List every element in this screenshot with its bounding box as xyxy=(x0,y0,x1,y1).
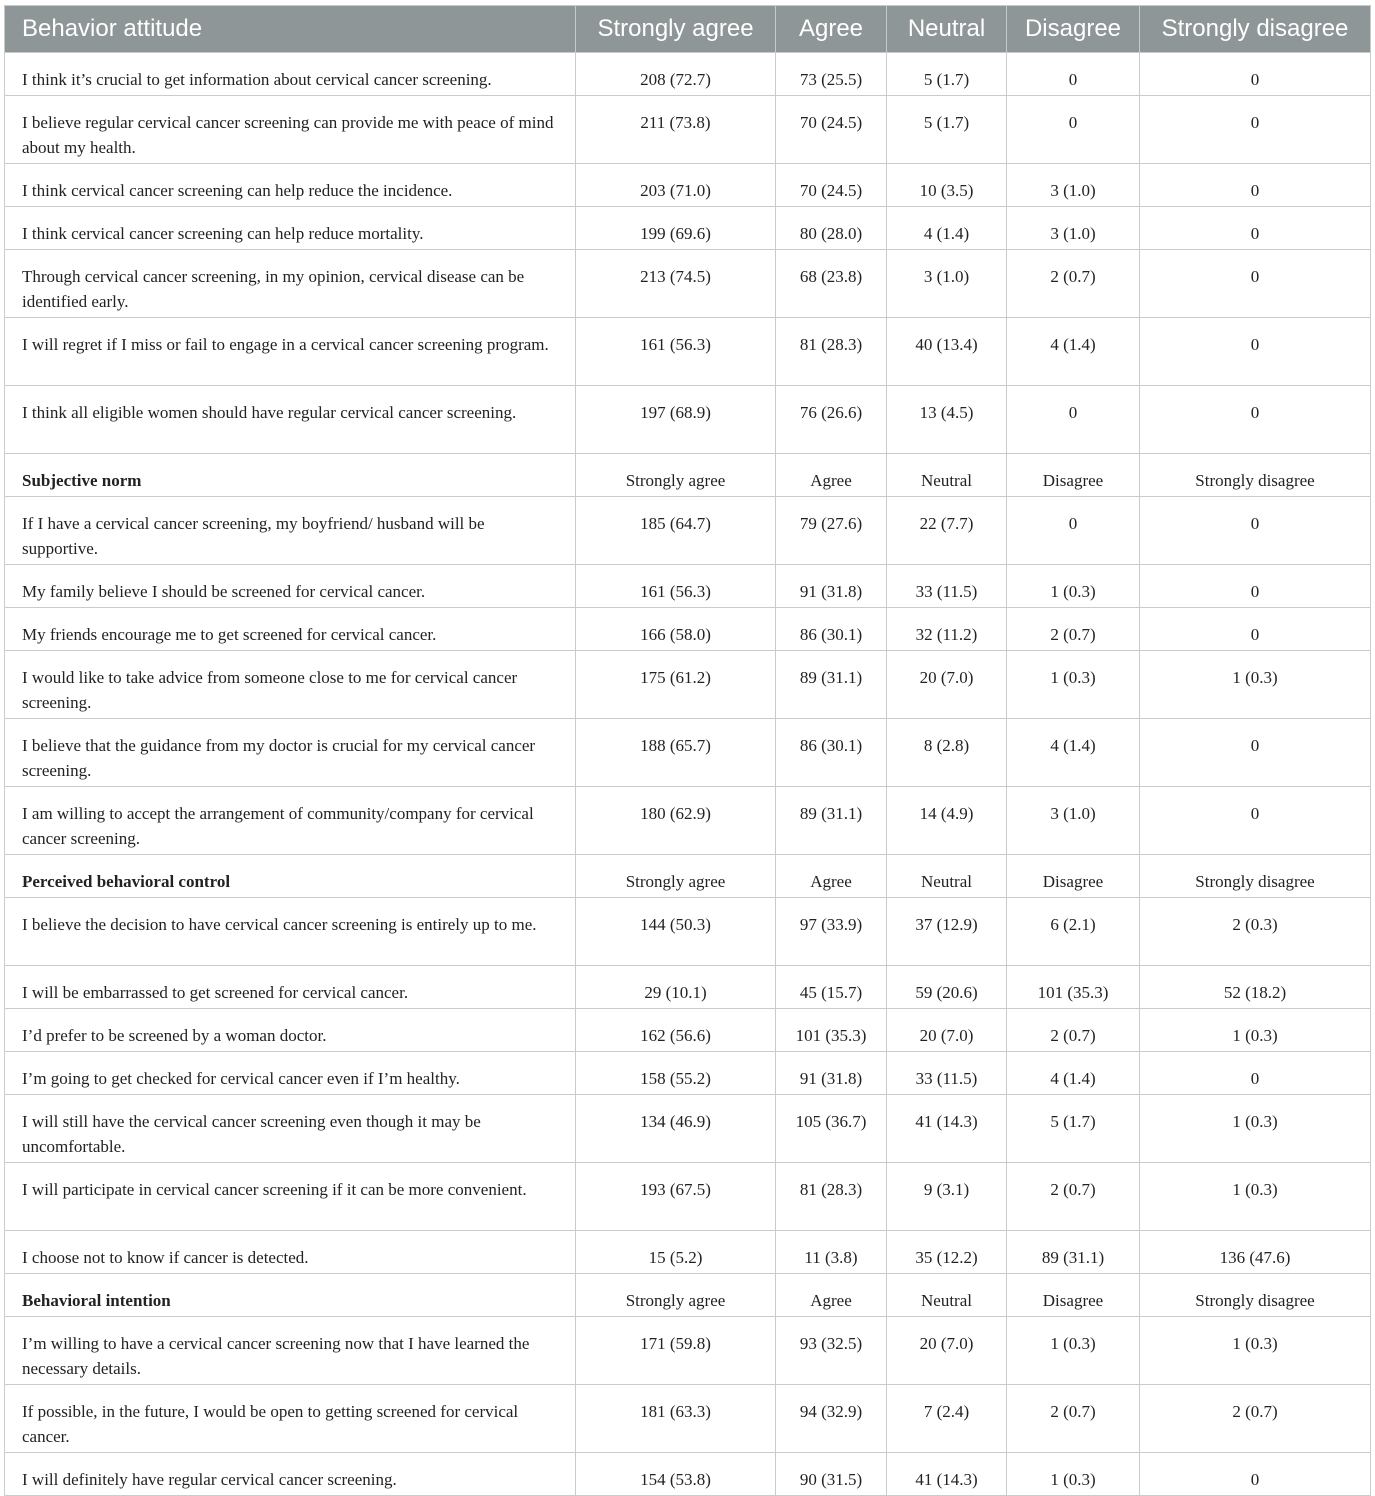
row-label: I think cervical cancer screening can help reduce mortality. xyxy=(5,207,576,250)
row-label: I will regret if I miss or fail to engage in a cervical cancer screening program. xyxy=(5,318,576,386)
cell-agree: 45 (15.7) xyxy=(776,966,887,1009)
cell-neutral: 10 (3.5) xyxy=(887,164,1007,207)
cell-neutral: 4 (1.4) xyxy=(887,207,1007,250)
table-row xyxy=(5,898,1371,966)
header-strongly-disagree: Strongly disagree xyxy=(1140,6,1371,53)
cell-strongly-agree: 158 (55.2) xyxy=(576,1052,776,1095)
cell-agree: 91 (31.8) xyxy=(776,1052,887,1095)
cell-strongly-disagree: 52 (18.2) xyxy=(1140,966,1371,1009)
cell-agree: 70 (24.5) xyxy=(776,164,887,207)
cell-neutral: 33 (11.5) xyxy=(887,565,1007,608)
cell-neutral: 3 (1.0) xyxy=(887,250,1007,318)
cell-strongly-disagree: 0 xyxy=(1140,1052,1371,1095)
cell-disagree: 1 (0.3) xyxy=(1007,565,1140,608)
table-row xyxy=(5,386,1371,454)
cell-disagree: 2 (0.7) xyxy=(1007,250,1140,318)
table-row xyxy=(5,1009,1371,1052)
cell-strongly-disagree: 0 xyxy=(1140,250,1371,318)
section-header-row xyxy=(5,1274,1371,1317)
cell-strongly-agree: 161 (56.3) xyxy=(576,318,776,386)
cell-disagree: 4 (1.4) xyxy=(1007,1052,1140,1095)
cell-agree: 93 (32.5) xyxy=(776,1317,887,1385)
cell-agree: 80 (28.0) xyxy=(776,207,887,250)
cell-neutral: 41 (14.3) xyxy=(887,1453,1007,1496)
table-row xyxy=(5,1453,1371,1496)
table-row xyxy=(5,96,1371,164)
cell-disagree: 3 (1.0) xyxy=(1007,207,1140,250)
cell-strongly-agree: 211 (73.8) xyxy=(576,96,776,164)
row-label: I will be embarrassed to get screened for cervical cancer. xyxy=(5,966,576,1009)
cell-agree: 81 (28.3) xyxy=(776,1163,887,1231)
cell-strongly-agree: 166 (58.0) xyxy=(576,608,776,651)
cell-strongly-disagree: 0 xyxy=(1140,53,1371,96)
cell-neutral: 35 (12.2) xyxy=(887,1231,1007,1274)
table-row xyxy=(5,608,1371,651)
row-label: I believe the decision to have cervical cancer screening is entirely up to me. xyxy=(5,898,576,966)
cell-strongly-agree: 162 (56.6) xyxy=(576,1009,776,1052)
row-label: My family believe I should be screened for cervical cancer. xyxy=(5,565,576,608)
cell-strongly-disagree: 2 (0.7) xyxy=(1140,1385,1371,1453)
cell-strongly-agree: 185 (64.7) xyxy=(576,497,776,565)
cell-strongly-disagree: Strongly disagree xyxy=(1140,1274,1371,1317)
cell-disagree: 6 (2.1) xyxy=(1007,898,1140,966)
cell-strongly-disagree: 1 (0.3) xyxy=(1140,1095,1371,1163)
row-label: I’d prefer to be screened by a woman doctor. xyxy=(5,1009,576,1052)
cell-strongly-disagree: 136 (47.6) xyxy=(1140,1231,1371,1274)
cell-disagree: 1 (0.3) xyxy=(1007,651,1140,719)
section-title: Behavioral intention xyxy=(5,1274,576,1317)
cell-agree: 76 (26.6) xyxy=(776,386,887,454)
cell-agree: 73 (25.5) xyxy=(776,53,887,96)
table-row xyxy=(5,1052,1371,1095)
row-label: I think cervical cancer screening can help reduce the incidence. xyxy=(5,164,576,207)
cell-disagree: 89 (31.1) xyxy=(1007,1231,1140,1274)
cell-strongly-agree: 188 (65.7) xyxy=(576,719,776,787)
table-row xyxy=(5,966,1371,1009)
cell-strongly-disagree: 0 xyxy=(1140,608,1371,651)
cell-strongly-agree: 199 (69.6) xyxy=(576,207,776,250)
cell-neutral: 5 (1.7) xyxy=(887,96,1007,164)
cell-agree: Agree xyxy=(776,1274,887,1317)
row-label: I am willing to accept the arrangement of community/company for cervical cancer screening. xyxy=(5,787,576,855)
cell-strongly-agree: 181 (63.3) xyxy=(576,1385,776,1453)
cell-disagree: 0 xyxy=(1007,497,1140,565)
cell-disagree: 2 (0.7) xyxy=(1007,1009,1140,1052)
cell-disagree: 5 (1.7) xyxy=(1007,1095,1140,1163)
cell-neutral: 13 (4.5) xyxy=(887,386,1007,454)
row-label: I believe regular cervical cancer screening can provide me with peace of mind about my health. xyxy=(5,96,576,164)
cell-strongly-agree: 144 (50.3) xyxy=(576,898,776,966)
row-label: If possible, in the future, I would be open to getting screened for cervical cancer. xyxy=(5,1385,576,1453)
cell-strongly-agree: Strongly agree xyxy=(576,1274,776,1317)
row-label: I’m willing to have a cervical cancer screening now that I have learned the necessary details. xyxy=(5,1317,576,1385)
cell-agree: 68 (23.8) xyxy=(776,250,887,318)
table-row xyxy=(5,318,1371,386)
cell-disagree: 1 (0.3) xyxy=(1007,1317,1140,1385)
cell-neutral: Neutral xyxy=(887,454,1007,497)
cell-neutral: 20 (7.0) xyxy=(887,1317,1007,1385)
cell-strongly-agree: 161 (56.3) xyxy=(576,565,776,608)
header-agree: Agree xyxy=(776,6,887,53)
row-label: If I have a cervical cancer screening, my boyfriend/ husband will be supportive. xyxy=(5,497,576,565)
cell-strongly-disagree: 0 xyxy=(1140,96,1371,164)
cell-strongly-agree: 175 (61.2) xyxy=(576,651,776,719)
survey-table xyxy=(4,5,1371,1496)
cell-strongly-disagree: Strongly disagree xyxy=(1140,855,1371,898)
cell-agree: 101 (35.3) xyxy=(776,1009,887,1052)
table-row xyxy=(5,1231,1371,1274)
cell-neutral: 59 (20.6) xyxy=(887,966,1007,1009)
cell-strongly-disagree: 0 xyxy=(1140,497,1371,565)
table-row xyxy=(5,207,1371,250)
cell-strongly-agree: 180 (62.9) xyxy=(576,787,776,855)
cell-agree: 86 (30.1) xyxy=(776,719,887,787)
cell-agree: 90 (31.5) xyxy=(776,1453,887,1496)
cell-neutral: 41 (14.3) xyxy=(887,1095,1007,1163)
cell-agree: 86 (30.1) xyxy=(776,608,887,651)
cell-disagree: 4 (1.4) xyxy=(1007,719,1140,787)
section-header-row xyxy=(5,855,1371,898)
cell-strongly-disagree: 0 xyxy=(1140,787,1371,855)
cell-strongly-disagree: 0 xyxy=(1140,207,1371,250)
cell-disagree: 101 (35.3) xyxy=(1007,966,1140,1009)
header-behavior-attitude: Behavior attitude xyxy=(5,6,576,53)
cell-disagree: 0 xyxy=(1007,96,1140,164)
cell-strongly-disagree: 1 (0.3) xyxy=(1140,1009,1371,1052)
cell-agree: 91 (31.8) xyxy=(776,565,887,608)
section-title: Subjective norm xyxy=(5,454,576,497)
table-row xyxy=(5,719,1371,787)
cell-strongly-disagree: 0 xyxy=(1140,719,1371,787)
table-row xyxy=(5,53,1371,96)
cell-agree: 81 (28.3) xyxy=(776,318,887,386)
cell-neutral: 9 (3.1) xyxy=(887,1163,1007,1231)
row-label: I choose not to know if cancer is detected. xyxy=(5,1231,576,1274)
table-row xyxy=(5,565,1371,608)
cell-neutral: 7 (2.4) xyxy=(887,1385,1007,1453)
cell-neutral: 40 (13.4) xyxy=(887,318,1007,386)
cell-disagree: Disagree xyxy=(1007,454,1140,497)
row-label: Through cervical cancer screening, in my opinion, cervical disease can be identified early. xyxy=(5,250,576,318)
cell-agree: 97 (33.9) xyxy=(776,898,887,966)
cell-strongly-agree: 134 (46.9) xyxy=(576,1095,776,1163)
table-row xyxy=(5,787,1371,855)
cell-agree: 70 (24.5) xyxy=(776,96,887,164)
cell-agree: 105 (36.7) xyxy=(776,1095,887,1163)
cell-strongly-disagree: 0 xyxy=(1140,164,1371,207)
cell-disagree: 0 xyxy=(1007,53,1140,96)
cell-strongly-agree: 29 (10.1) xyxy=(576,966,776,1009)
cell-neutral: 20 (7.0) xyxy=(887,1009,1007,1052)
row-label: My friends encourage me to get screened for cervical cancer. xyxy=(5,608,576,651)
cell-disagree: 2 (0.7) xyxy=(1007,1385,1140,1453)
row-label: I will definitely have regular cervical cancer screening. xyxy=(5,1453,576,1496)
cell-disagree: 3 (1.0) xyxy=(1007,787,1140,855)
cell-neutral: Neutral xyxy=(887,855,1007,898)
row-label: I would like to take advice from someone close to me for cervical cancer screening. xyxy=(5,651,576,719)
cell-disagree: 0 xyxy=(1007,386,1140,454)
cell-strongly-agree: 15 (5.2) xyxy=(576,1231,776,1274)
cell-strongly-agree: Strongly agree xyxy=(576,454,776,497)
cell-strongly-agree: 213 (74.5) xyxy=(576,250,776,318)
cell-agree: 94 (32.9) xyxy=(776,1385,887,1453)
cell-strongly-disagree: 2 (0.3) xyxy=(1140,898,1371,966)
cell-strongly-agree: 197 (68.9) xyxy=(576,386,776,454)
table-row xyxy=(5,497,1371,565)
cell-strongly-disagree: 1 (0.3) xyxy=(1140,1317,1371,1385)
cell-strongly-disagree: 1 (0.3) xyxy=(1140,1163,1371,1231)
cell-disagree: 1 (0.3) xyxy=(1007,1453,1140,1496)
table-row xyxy=(5,164,1371,207)
cell-disagree: Disagree xyxy=(1007,1274,1140,1317)
cell-strongly-agree: 203 (71.0) xyxy=(576,164,776,207)
section-title: Perceived behavioral control xyxy=(5,855,576,898)
row-label: I will still have the cervical cancer screening even though it may be uncomfortable. xyxy=(5,1095,576,1163)
header-disagree: Disagree xyxy=(1007,6,1140,53)
cell-neutral: Neutral xyxy=(887,1274,1007,1317)
cell-strongly-agree: 154 (53.8) xyxy=(576,1453,776,1496)
cell-disagree: 3 (1.0) xyxy=(1007,164,1140,207)
cell-disagree: 4 (1.4) xyxy=(1007,318,1140,386)
cell-disagree: 2 (0.7) xyxy=(1007,1163,1140,1231)
cell-agree: Agree xyxy=(776,855,887,898)
table-row xyxy=(5,1385,1371,1453)
cell-strongly-disagree: 0 xyxy=(1140,1453,1371,1496)
cell-neutral: 32 (11.2) xyxy=(887,608,1007,651)
cell-disagree: Disagree xyxy=(1007,855,1140,898)
row-label: I will participate in cervical cancer screening if it can be more convenient. xyxy=(5,1163,576,1231)
cell-strongly-disagree: 1 (0.3) xyxy=(1140,651,1371,719)
cell-disagree: 2 (0.7) xyxy=(1007,608,1140,651)
cell-strongly-disagree: 0 xyxy=(1140,386,1371,454)
cell-strongly-agree: 208 (72.7) xyxy=(576,53,776,96)
table-row xyxy=(5,1095,1371,1163)
table-row xyxy=(5,250,1371,318)
cell-neutral: 33 (11.5) xyxy=(887,1052,1007,1095)
row-label: I’m going to get checked for cervical cancer even if I’m healthy. xyxy=(5,1052,576,1095)
cell-neutral: 14 (4.9) xyxy=(887,787,1007,855)
cell-strongly-disagree: 0 xyxy=(1140,318,1371,386)
table-header-row xyxy=(5,6,1371,53)
cell-neutral: 37 (12.9) xyxy=(887,898,1007,966)
survey-table-container xyxy=(4,5,1370,1496)
cell-agree: Agree xyxy=(776,454,887,497)
cell-strongly-disagree: Strongly disagree xyxy=(1140,454,1371,497)
header-neutral: Neutral xyxy=(887,6,1007,53)
row-label: I think all eligible women should have regular cervical cancer screening. xyxy=(5,386,576,454)
table-row xyxy=(5,1163,1371,1231)
cell-agree: 79 (27.6) xyxy=(776,497,887,565)
table-row xyxy=(5,651,1371,719)
cell-neutral: 22 (7.7) xyxy=(887,497,1007,565)
cell-agree: 11 (3.8) xyxy=(776,1231,887,1274)
cell-strongly-disagree: 0 xyxy=(1140,565,1371,608)
table-row xyxy=(5,1317,1371,1385)
section-header-row xyxy=(5,454,1371,497)
header-strongly-agree: Strongly agree xyxy=(576,6,776,53)
cell-strongly-agree: 171 (59.8) xyxy=(576,1317,776,1385)
cell-strongly-agree: 193 (67.5) xyxy=(576,1163,776,1231)
cell-neutral: 5 (1.7) xyxy=(887,53,1007,96)
row-label: I believe that the guidance from my doctor is crucial for my cervical cancer screening. xyxy=(5,719,576,787)
cell-strongly-agree: Strongly agree xyxy=(576,855,776,898)
row-label: I think it’s crucial to get information about cervical cancer screening. xyxy=(5,53,576,96)
cell-neutral: 20 (7.0) xyxy=(887,651,1007,719)
cell-agree: 89 (31.1) xyxy=(776,787,887,855)
cell-neutral: 8 (2.8) xyxy=(887,719,1007,787)
cell-agree: 89 (31.1) xyxy=(776,651,887,719)
